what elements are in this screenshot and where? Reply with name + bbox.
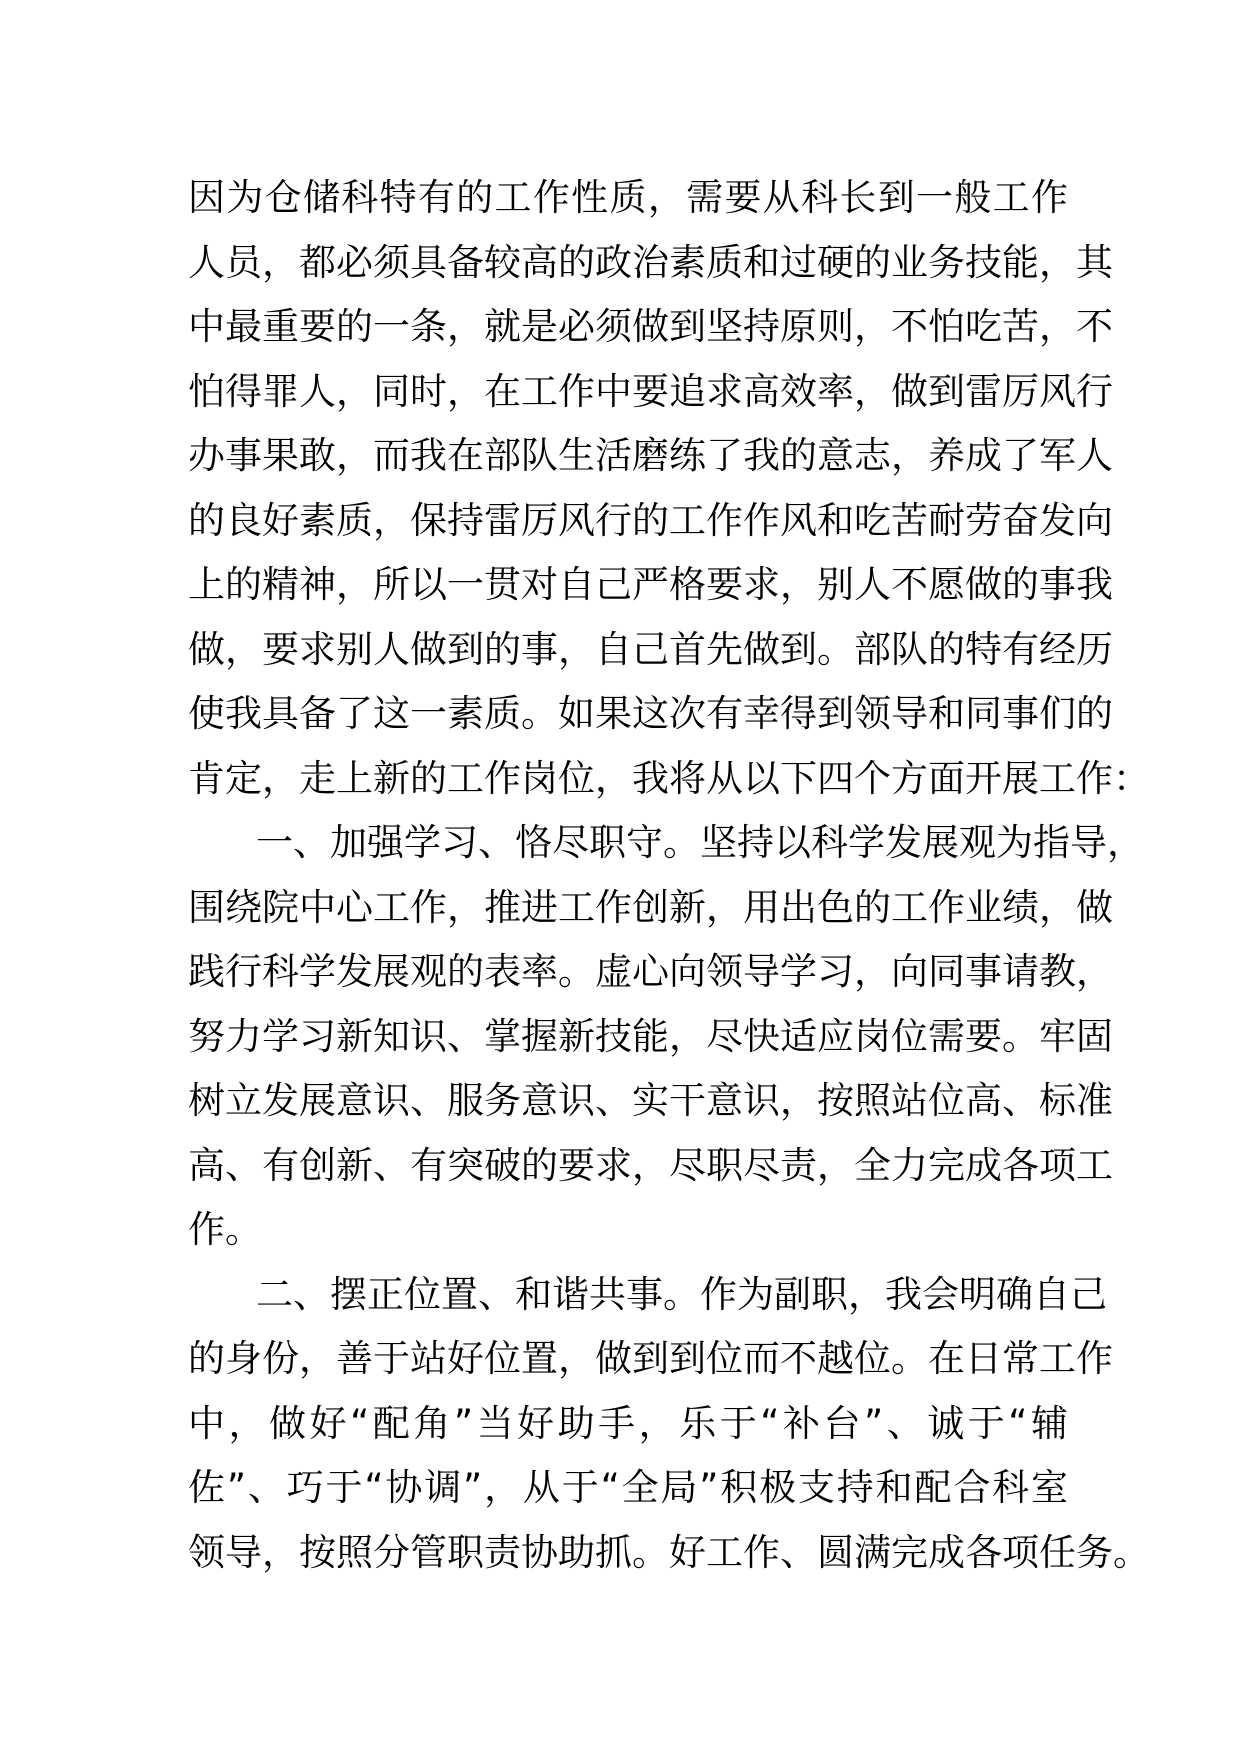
paragraph-3-line-4: 佐”、巧于“协调”，从于“全局”积极支持和配合科室 [188, 1466, 1068, 1509]
paragraph-2-line-1: 一、加强学习、恪尽职守。坚持以科学发展观为指导， [256, 821, 1144, 864]
paragraph-1-line-2: 人员，都必须具备较高的政治素质和过硬的业务技能，其 [188, 240, 1113, 284]
paragraph-2-line-3: 践行科学发展观的表率。虚心向领导学习，向同事请教， [188, 950, 1113, 993]
paragraph-1-line-8: 做，要求别人做到的事，自己首先做到。部队的特有经历 [188, 627, 1113, 671]
paragraph-2-line-6: 高、有创新、有突破的要求，尽职尽责，全力完成各项工 [188, 1143, 1113, 1187]
paragraph-2-line-4: 努力学习新知识、掌握新技能，尽快适应岗位需要。牢固 [188, 1014, 1113, 1058]
paragraph-1-line-3: 中最重要的一条，就是必须做到坚持原则，不怕吃苦，不 [188, 305, 1113, 348]
paragraph-1-line-9: 使我具备了这一素质。如果这次有幸得到领导和同事们的 [188, 692, 1113, 735]
paragraph-1-line-4: 怕得罪人，同时，在工作中要追求高效率，做到雷厉风行 [188, 369, 1113, 413]
paragraph-1-line-6: 的良好素质，保持雷厉风行的工作作风和吃苦耐劳奋发向 [188, 498, 1113, 542]
paragraph-1-line-5: 办事果敢，而我在部队生活磨练了我的意志，养成了军人 [188, 434, 1113, 477]
paragraph-1-line-7: 上的精神，所以一贯对自己严格要求，别人不愿做的事我 [188, 563, 1113, 606]
paragraph-2-line-2: 围绕院中心工作，推进工作创新，用出色的工作业绩，做 [188, 885, 1113, 929]
body-text [188, 166, 1150, 1585]
paragraph-3-line-5: 领导，按照分管职责协助抓。好工作、圆满完成各项任务。 [188, 1530, 1150, 1574]
paragraph-2-line-5: 树立发展意识、服务意识、实干意识，按照站位高、标准 [188, 1079, 1113, 1122]
paragraph-3-line-1: 二、摆正位置、和谐共事。作为副职，我会明确自己 [256, 1272, 1107, 1316]
paragraph-3-line-2: 的身份，善于站好位置，做到到位而不越位。在日常工作 [188, 1337, 1113, 1380]
paragraph-3-line-3: 中，做好“配角”当好助手，乐于“补台”、诚于“辅 [188, 1401, 1068, 1445]
paragraph-2-line-7: 作。 [188, 1208, 262, 1251]
paragraph-1-line-1: 因为仓储科特有的工作性质，需要从科长到一般工作 [188, 176, 1068, 219]
paragraph-1-line-10: 肯定，走上新的工作岗位，我将从以下四个方面开展工作： [188, 756, 1150, 800]
